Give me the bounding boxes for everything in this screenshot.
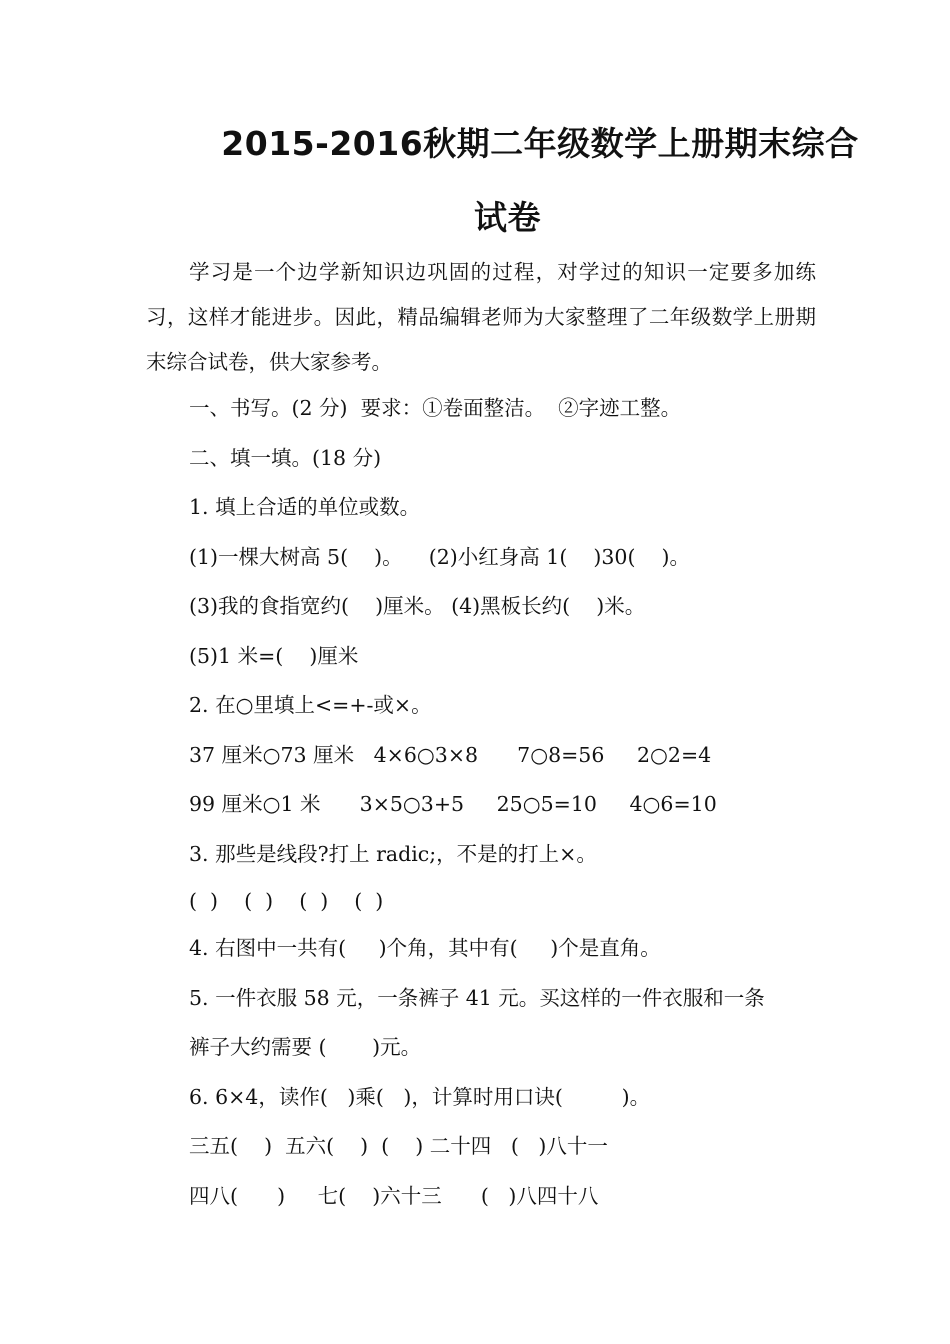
question-1-item-5: (5)1 米=( )厘米 — [189, 644, 359, 668]
question-5-line-1: 5. 一件衣服 58 元，一条裤子 41 元。买这样的一件衣服和一条 — [189, 986, 765, 1010]
question-1: 1. 填上合适的单位或数。 — [189, 495, 421, 519]
question-6-row-2: 四八( ) 七( )六十三 ( )八四十八 — [189, 1184, 599, 1208]
question-6: 6. 6×4，读作( )乘( )，计算时用口诀( )。 — [189, 1085, 651, 1109]
question-2-row-1: 37 厘米○73 厘米 4×6○3×8 7○8=56 2○2=4 — [189, 743, 712, 767]
question-1-items-3-4: (3)我的食指宽约( )厘米。 (4)黑板长约( )米。 — [189, 594, 646, 618]
section-2-heading: 二、填一填。(18 分) — [189, 446, 382, 470]
question-2-row-2: 99 厘米○1 米 3×5○3+5 25○5=10 4○6=10 — [189, 792, 717, 816]
intro-paragraph: 学习是一个边学新知识边巩固的过程，对学过的知识一定要多加练习，这样才能进步。因此，精品编辑老师为大家整理了二年级数学上册期末综合试卷，供大家参考。 — [146, 260, 816, 374]
question-1-items-1-2: (1)一棵大树高 5( )。 (2)小红身高 1( )30( )。 — [189, 545, 691, 569]
question-2: 2. 在○里填上<=+-或×。 — [189, 693, 432, 717]
question-3: 3. 那些是线段?打上 radic;，不是的打上×。 — [189, 842, 597, 866]
section-1-heading: 一、书写。(2 分) 要求：①卷面整洁。 ②字迹工整。 — [189, 396, 682, 420]
question-6-row-1: 三五( ) 五六( ) ( ) 二十四 ( )八十一 — [189, 1134, 608, 1158]
question-4: 4. 右图中一共有( )个角，其中有( )个是直角。 — [189, 936, 661, 960]
document-title-line-1: 2015-2016秋期二年级数学上册期末综合 — [221, 124, 859, 163]
question-3-blanks: ( ) ( ) ( ) ( ) — [189, 889, 384, 913]
question-5-line-2: 裤子大约需要 ( )元。 — [189, 1035, 422, 1059]
document-title-line-2: 试卷 — [474, 198, 541, 237]
